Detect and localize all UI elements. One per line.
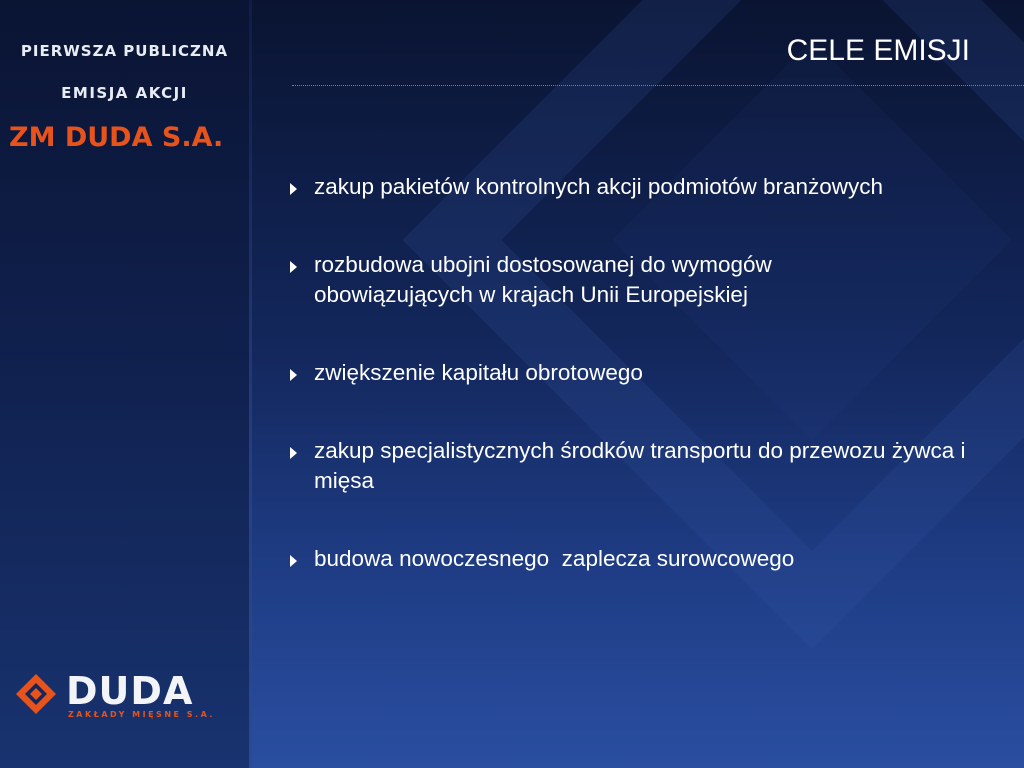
bullet-item bbox=[290, 250, 874, 310]
logo-subtitle: ZAKŁADY MIĘSNE S.A. bbox=[68, 710, 215, 719]
diamond-logo-icon bbox=[14, 672, 58, 716]
sidebar-panel bbox=[0, 0, 249, 768]
slide-title: CELE EMISJI bbox=[786, 34, 970, 67]
sidebar-heading-line1: PIERWSZA PUBLICZNA bbox=[20, 42, 229, 60]
triangle-right-icon bbox=[290, 555, 297, 567]
triangle-right-icon bbox=[290, 447, 297, 459]
sidebar-heading-line2: EMISJA AKCJI bbox=[61, 84, 188, 102]
title-divider bbox=[292, 85, 1024, 86]
logo-wordmark: DUDA bbox=[66, 669, 194, 713]
bullet-item bbox=[290, 172, 990, 202]
bullet-item bbox=[290, 544, 990, 574]
company-name: ZM DUDA S.A. bbox=[9, 122, 224, 153]
bullet-item bbox=[290, 358, 990, 388]
triangle-right-icon bbox=[290, 183, 297, 195]
bullet-text: budowa nowoczesnego zaplecza surowcowego bbox=[314, 546, 795, 571]
bullet-text: zakup specjalistycznych środków transportu do przewozu żywca i mięsa bbox=[314, 438, 966, 493]
bullet-list bbox=[290, 172, 990, 622]
bullet-text: zakup pakietów kontrolnych akcji podmiotów branżowych bbox=[314, 174, 884, 199]
bullet-text: rozbudowa ubojni dostosowanej do wymogów obowiązujących w krajach Unii Europejskiej bbox=[314, 252, 772, 307]
triangle-right-icon bbox=[290, 369, 297, 381]
bullet-text: zwiększenie kapitału obrotowego bbox=[314, 360, 643, 385]
bullet-item bbox=[290, 436, 994, 496]
triangle-right-icon bbox=[290, 261, 297, 273]
